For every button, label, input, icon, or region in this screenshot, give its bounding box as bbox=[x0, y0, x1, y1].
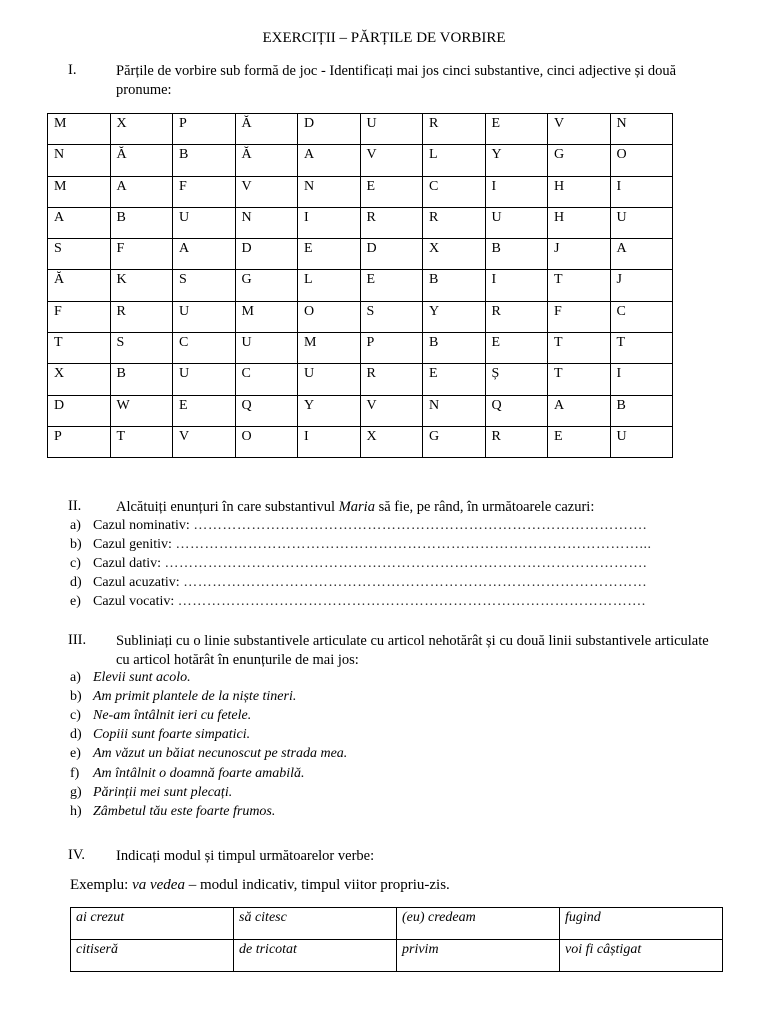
grid-cell: C bbox=[610, 301, 673, 332]
grid-row bbox=[48, 426, 673, 457]
grid-cell: U bbox=[173, 207, 236, 238]
grid-cell: Y bbox=[423, 301, 486, 332]
grid-cell: S bbox=[173, 270, 236, 301]
sentence-text: Părinții mei sunt plecați. bbox=[93, 784, 233, 800]
grid-cell: I bbox=[485, 270, 548, 301]
letter-grid bbox=[47, 113, 673, 458]
case-name: Cazul genitiv: bbox=[93, 537, 176, 552]
verb-row bbox=[71, 908, 723, 940]
item-label: e) bbox=[70, 746, 81, 762]
sentence-item bbox=[70, 708, 730, 724]
grid-row bbox=[48, 145, 673, 176]
example-label: Exemplu: bbox=[70, 877, 133, 893]
sentence-text: Am primit plantele de la niște tineri. bbox=[93, 689, 297, 705]
grid-cell: Q bbox=[485, 395, 548, 426]
grid-cell: F bbox=[48, 301, 111, 332]
grid-cell: L bbox=[298, 270, 361, 301]
grid-row bbox=[48, 207, 673, 238]
case-item bbox=[70, 537, 730, 553]
grid-cell: B bbox=[110, 364, 173, 395]
grid-cell: D bbox=[298, 114, 361, 145]
grid-cell: Y bbox=[298, 395, 361, 426]
grid-cell: E bbox=[173, 395, 236, 426]
grid-cell: X bbox=[48, 364, 111, 395]
grid-cell: X bbox=[360, 426, 423, 457]
grid-cell: Ă bbox=[48, 270, 111, 301]
section-4-instruction: Indicați modul și timpul următoarelor verbe: bbox=[116, 848, 375, 864]
grid-cell: U bbox=[610, 207, 673, 238]
grid-cell: M bbox=[48, 176, 111, 207]
grid-cell: U bbox=[610, 426, 673, 457]
grid-cell: B bbox=[423, 333, 486, 364]
grid-cell: N bbox=[298, 176, 361, 207]
sentence-text: Ne-am întâlnit ieri cu fetele. bbox=[93, 708, 252, 724]
sentence-item bbox=[70, 804, 730, 820]
grid-cell: O bbox=[235, 426, 298, 457]
grid-cell: A bbox=[110, 176, 173, 207]
grid-cell: R bbox=[360, 207, 423, 238]
grid-cell: B bbox=[110, 207, 173, 238]
item-label: f) bbox=[70, 765, 80, 781]
grid-cell: J bbox=[548, 239, 611, 270]
grid-row bbox=[48, 301, 673, 332]
grid-cell: T bbox=[610, 333, 673, 364]
case-name: Cazul acuzativ: bbox=[93, 575, 184, 590]
verb-cell: ai crezut bbox=[71, 908, 234, 940]
grid-cell: B bbox=[610, 395, 673, 426]
section-3-instruction: Subliniați cu o linie substantivele articulate cu articol nehotărât și cu două linii substantivele articulate cu articol hotărât în enunțurile de mai jos: bbox=[116, 633, 709, 668]
grid-cell: O bbox=[610, 145, 673, 176]
grid-cell: M bbox=[48, 114, 111, 145]
grid-row bbox=[48, 333, 673, 364]
grid-cell: T bbox=[110, 426, 173, 457]
name-maria: Maria bbox=[338, 499, 375, 515]
grid-cell: R bbox=[423, 207, 486, 238]
grid-cell: Ă bbox=[110, 145, 173, 176]
case-item bbox=[70, 594, 730, 610]
grid-row bbox=[48, 176, 673, 207]
sentence-item bbox=[70, 689, 730, 705]
grid-cell: E bbox=[485, 114, 548, 145]
grid-cell: P bbox=[48, 426, 111, 457]
grid-cell: B bbox=[173, 145, 236, 176]
verb-cell: citiseră bbox=[71, 940, 234, 972]
item-label: b) bbox=[70, 537, 82, 552]
section-3-number: III. bbox=[68, 632, 87, 648]
grid-cell: A bbox=[173, 239, 236, 270]
case-item bbox=[70, 575, 730, 591]
answer-dots: …………………………………………………………………………………. bbox=[193, 518, 647, 533]
grid-row bbox=[48, 114, 673, 145]
grid-cell: S bbox=[48, 239, 111, 270]
grid-cell: I bbox=[610, 364, 673, 395]
sentence-text: Am întâlnit o doamnă foarte amabilă. bbox=[93, 765, 305, 781]
instruction-text: Alcătuiți enunțuri în care substantivul bbox=[116, 499, 339, 515]
grid-cell: E bbox=[485, 333, 548, 364]
sentence-text: Am văzut un băiat necunoscut pe strada mea. bbox=[93, 746, 348, 762]
grid-cell: U bbox=[298, 364, 361, 395]
grid-cell: E bbox=[423, 364, 486, 395]
section-1-instruction: Părțile de vorbire sub formă de joc - Identificați mai jos cinci substantive, cinci adjective și două pronume: bbox=[116, 63, 677, 98]
sentence-item bbox=[70, 727, 730, 743]
grid-cell: L bbox=[423, 145, 486, 176]
case-name: Cazul nominativ: bbox=[93, 518, 194, 533]
grid-cell: C bbox=[235, 364, 298, 395]
sentence-text: Elevii sunt acolo. bbox=[93, 670, 191, 685]
grid-cell: P bbox=[173, 114, 236, 145]
grid-cell: U bbox=[173, 301, 236, 332]
verb-cell: să citesc bbox=[234, 908, 397, 940]
case-name: Cazul vocativ: bbox=[93, 594, 178, 609]
answer-dots: ……………………………………………………………………………………... bbox=[175, 537, 652, 552]
case-name: Cazul dativ: bbox=[93, 556, 165, 571]
grid-cell: N bbox=[235, 207, 298, 238]
grid-cell: U bbox=[235, 333, 298, 364]
grid-cell: S bbox=[110, 333, 173, 364]
sentence-item bbox=[70, 746, 730, 762]
grid-cell: A bbox=[48, 207, 111, 238]
grid-cell: I bbox=[298, 207, 361, 238]
grid-cell: U bbox=[173, 364, 236, 395]
grid-cell: I bbox=[485, 176, 548, 207]
grid-cell: X bbox=[110, 114, 173, 145]
case-item bbox=[70, 556, 730, 572]
grid-cell: T bbox=[548, 364, 611, 395]
grid-cell: E bbox=[548, 426, 611, 457]
sentence-item bbox=[70, 766, 730, 782]
grid-cell: V bbox=[235, 176, 298, 207]
page-title: EXERCIȚII – PĂRȚILE DE VORBIRE bbox=[262, 30, 506, 46]
sentence-text: Zâmbetul tău este foarte frumos. bbox=[93, 803, 276, 819]
grid-cell: R bbox=[110, 301, 173, 332]
grid-cell: O bbox=[298, 301, 361, 332]
grid-cell: T bbox=[48, 333, 111, 364]
grid-cell: F bbox=[548, 301, 611, 332]
grid-cell: D bbox=[235, 239, 298, 270]
grid-cell: H bbox=[548, 207, 611, 238]
answer-dots: …………………………………………………………………………………… bbox=[183, 575, 648, 590]
grid-cell: N bbox=[48, 145, 111, 176]
grid-cell: N bbox=[610, 114, 673, 145]
grid-cell: U bbox=[485, 207, 548, 238]
grid-cell: Q bbox=[235, 395, 298, 426]
grid-cell: D bbox=[48, 395, 111, 426]
grid-cell: W bbox=[110, 395, 173, 426]
grid-cell: M bbox=[235, 301, 298, 332]
grid-cell: B bbox=[423, 270, 486, 301]
grid-cell: Ș bbox=[485, 364, 548, 395]
grid-cell: R bbox=[423, 114, 486, 145]
grid-cell: K bbox=[110, 270, 173, 301]
grid-cell: G bbox=[423, 426, 486, 457]
grid-cell: F bbox=[110, 239, 173, 270]
grid-cell: C bbox=[423, 176, 486, 207]
grid-row bbox=[48, 239, 673, 270]
grid-cell: T bbox=[548, 270, 611, 301]
verb-cell: (eu) credeam bbox=[397, 908, 560, 940]
grid-cell: Y bbox=[485, 145, 548, 176]
verb-row bbox=[71, 940, 723, 972]
grid-cell: R bbox=[360, 364, 423, 395]
item-label: h) bbox=[70, 803, 82, 819]
grid-cell: F bbox=[173, 176, 236, 207]
section-1-number: I. bbox=[68, 62, 77, 78]
grid-cell: D bbox=[360, 239, 423, 270]
section-2-number: II. bbox=[68, 498, 82, 514]
grid-cell: V bbox=[360, 395, 423, 426]
sentence-item bbox=[70, 670, 730, 686]
item-label: c) bbox=[70, 708, 81, 724]
grid-cell: I bbox=[298, 426, 361, 457]
item-label: d) bbox=[70, 575, 82, 590]
grid-cell: I bbox=[610, 176, 673, 207]
grid-cell: H bbox=[548, 176, 611, 207]
grid-cell: V bbox=[548, 114, 611, 145]
case-item bbox=[70, 518, 730, 534]
grid-cell: E bbox=[360, 176, 423, 207]
grid-cell: G bbox=[235, 270, 298, 301]
section-2-instruction bbox=[116, 498, 726, 517]
instruction-text: să fie, pe rând, în următoarele cazuri: bbox=[374, 499, 595, 515]
verb-cell: fugind bbox=[560, 908, 723, 940]
grid-cell: V bbox=[173, 426, 236, 457]
item-label: c) bbox=[70, 556, 81, 571]
grid-cell: A bbox=[298, 145, 361, 176]
grid-cell: Ă bbox=[235, 114, 298, 145]
item-label: a) bbox=[70, 670, 81, 685]
grid-cell: B bbox=[485, 239, 548, 270]
grid-row bbox=[48, 270, 673, 301]
section-4-number: IV. bbox=[68, 847, 86, 863]
grid-cell: Ă bbox=[235, 145, 298, 176]
item-label: e) bbox=[70, 594, 81, 609]
verb-cell: voi fi câștigat bbox=[560, 940, 723, 972]
grid-cell: T bbox=[548, 333, 611, 364]
example-answer: – modul indicativ, timpul viitor propriu-zis. bbox=[184, 877, 450, 893]
grid-cell: C bbox=[173, 333, 236, 364]
grid-cell: E bbox=[360, 270, 423, 301]
grid-row bbox=[48, 364, 673, 395]
grid-cell: E bbox=[298, 239, 361, 270]
sentence-item bbox=[70, 785, 730, 801]
grid-cell: P bbox=[360, 333, 423, 364]
grid-cell: M bbox=[298, 333, 361, 364]
grid-cell: G bbox=[548, 145, 611, 176]
grid-cell: R bbox=[485, 426, 548, 457]
verb-cell: de tricotat bbox=[234, 940, 397, 972]
grid-cell: V bbox=[360, 145, 423, 176]
grid-cell: A bbox=[548, 395, 611, 426]
verb-cell: privim bbox=[397, 940, 560, 972]
grid-cell: A bbox=[610, 239, 673, 270]
grid-row bbox=[48, 395, 673, 426]
example-verb: va vedea bbox=[132, 877, 185, 893]
grid-cell: X bbox=[423, 239, 486, 270]
grid-cell: R bbox=[485, 301, 548, 332]
item-label: b) bbox=[70, 689, 82, 705]
grid-cell: S bbox=[360, 301, 423, 332]
answer-dots: ……………………………………………………………………………………. bbox=[177, 594, 646, 609]
item-label: d) bbox=[70, 727, 82, 743]
item-label: a) bbox=[70, 518, 81, 533]
item-label: g) bbox=[70, 784, 82, 800]
grid-cell: J bbox=[610, 270, 673, 301]
answer-dots: ………………………………………………………………………………………. bbox=[164, 556, 648, 571]
grid-cell: U bbox=[360, 114, 423, 145]
example-line bbox=[70, 877, 450, 894]
sentence-text: Copiii sunt foarte simpatici. bbox=[93, 727, 251, 743]
grid-cell: N bbox=[423, 395, 486, 426]
verb-table bbox=[70, 907, 723, 972]
